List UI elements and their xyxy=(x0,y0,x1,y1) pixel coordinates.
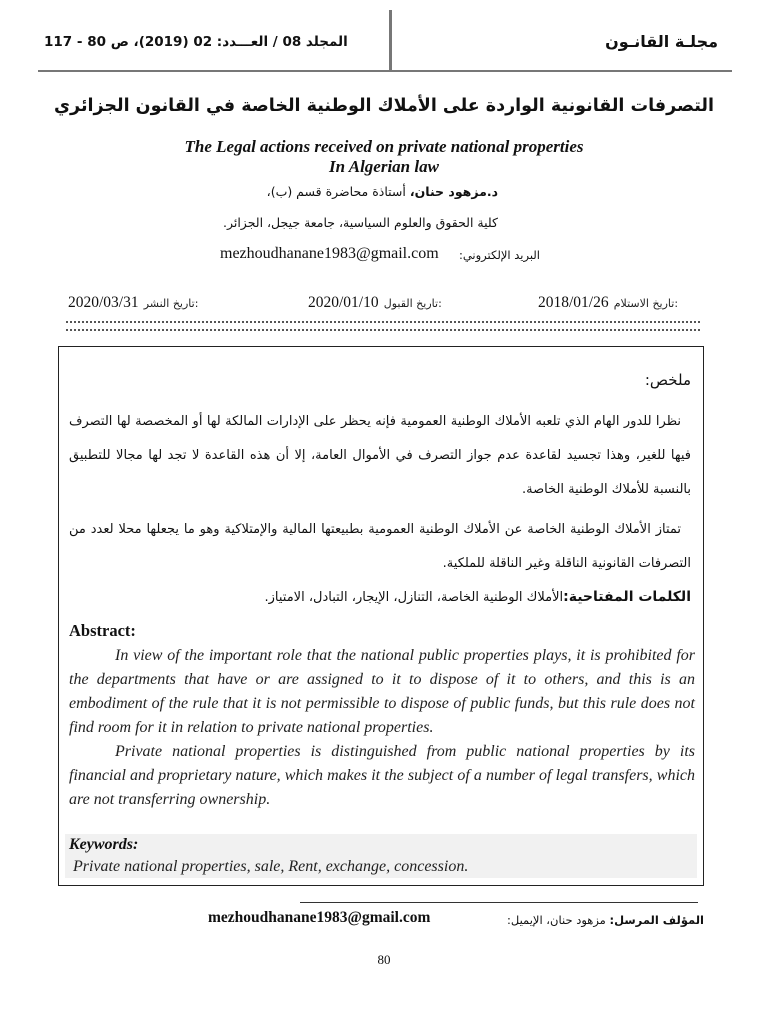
published-date-label: تاريخ النشر: xyxy=(143,297,199,310)
email-row xyxy=(220,245,540,267)
english-keywords xyxy=(65,834,697,878)
dotted-separator xyxy=(66,321,700,331)
english-abstract-text xyxy=(69,644,695,812)
received-date-value: 2018/01/26 xyxy=(538,294,609,311)
author-name: د.مزهود حنان، xyxy=(409,184,498,199)
dates-row xyxy=(0,292,768,314)
footnote-rule xyxy=(300,902,698,903)
arabic-keywords-text: الأملاك الوطنية الخاصة، التنازل، الإيجار، التبادل، الامتياز. xyxy=(264,590,564,605)
published-date xyxy=(68,292,198,312)
corresponding-author-title: المؤلف المرسل: xyxy=(609,913,704,927)
author-line xyxy=(267,184,498,199)
affiliation: كلية الحقوق والعلوم السياسية، جامعة جيجل، الجزائر. xyxy=(222,215,498,230)
english-title-line-2: In Algerian law xyxy=(329,157,439,176)
author-email[interactable]: mezhoudhanane1983@gmail.com xyxy=(220,245,439,262)
email-label: البريد الإلكتروني: xyxy=(458,248,540,262)
author-role: أستاذة محاضرة قسم (ب)، xyxy=(266,184,410,199)
corresponding-author-text: مزهود حنان، الإيميل: xyxy=(507,913,610,927)
page-number: 80 xyxy=(377,952,391,967)
journal-name: مجلـة القانـون xyxy=(605,32,718,51)
english-title xyxy=(0,137,768,177)
arabic-keywords-label: الكلمات المفتاحية: xyxy=(563,589,691,605)
accepted-date-value: 2020/01/10 xyxy=(308,294,379,311)
arabic-abstract-paragraph-1: نظرا للدور الهام الذي تلعبه الأملاك الوطنية العمومية فإنه يحظر على الإدارات المالكة لها أو المخصصة لها التصرف فيها للغير، وهذا تجسيد لقاعدة عدم جواز التصرف في الأموال العامة، إلا أن هذه القاعدة لا تجد لها مجالا للتطبيق بالنسبة للأملاك الوطنية الخاصة. xyxy=(69,414,691,497)
corresponding-author-email[interactable]: mezhoudhanane1983@gmail.com xyxy=(208,909,431,926)
english-title-line-1: The Legal actions received on private national properties xyxy=(184,137,584,156)
accepted-date xyxy=(308,292,442,312)
abstract-box xyxy=(58,346,704,886)
received-date-label: تاريخ الاستلام: xyxy=(613,297,679,310)
english-abstract-heading: Abstract: xyxy=(69,621,136,640)
page-header xyxy=(38,10,732,72)
arabic-abstract-paragraph-2: تمتاز الأملاك الوطنية الخاصة عن الأملاك الوطنية العمومية بطبيعتها المالية والإمتلاكية وهو ما يجعلها محلا لعدد من التصرفات القانونية الناقلة وغير الناقلة للملكية. xyxy=(69,522,691,571)
english-keywords-text: Private national properties, sale, Rent, exchange, concession. xyxy=(73,858,469,875)
english-keywords-label: Keywords: xyxy=(69,836,139,853)
arabic-keywords xyxy=(69,589,691,605)
received-date xyxy=(538,292,678,312)
accepted-date-label: تاريخ القبول: xyxy=(383,297,442,310)
volume-issue-reference: المجلد 08 / العـــدد: 02 (2019)، ص 80 - 117 xyxy=(44,34,348,50)
arabic-title: التصرفات القانونية الواردة على الأملاك الوطنية الخاصة في القانون الجزائري xyxy=(54,96,714,116)
header-divider xyxy=(389,10,392,72)
corresponding-author-label xyxy=(507,913,704,927)
arabic-abstract-heading: ملخص: xyxy=(644,371,691,389)
english-abstract-paragraph-1: In view of the important role that the national public properties plays, it is prohibited for the departments that have or are assigned to it to dispose of it to others, and this is an embodiment of the rule that it is not permissible to dispose of public funds, but this rule does not find room for it in relation to private national properties. xyxy=(69,647,695,736)
english-abstract-paragraph-2: Private national properties is distinguished from public national properties by its financial and proprietary nature, which makes it the subject of a number of legal transfers, which are not transferring ownership. xyxy=(69,743,695,808)
published-date-value: 2020/03/31 xyxy=(68,294,139,311)
